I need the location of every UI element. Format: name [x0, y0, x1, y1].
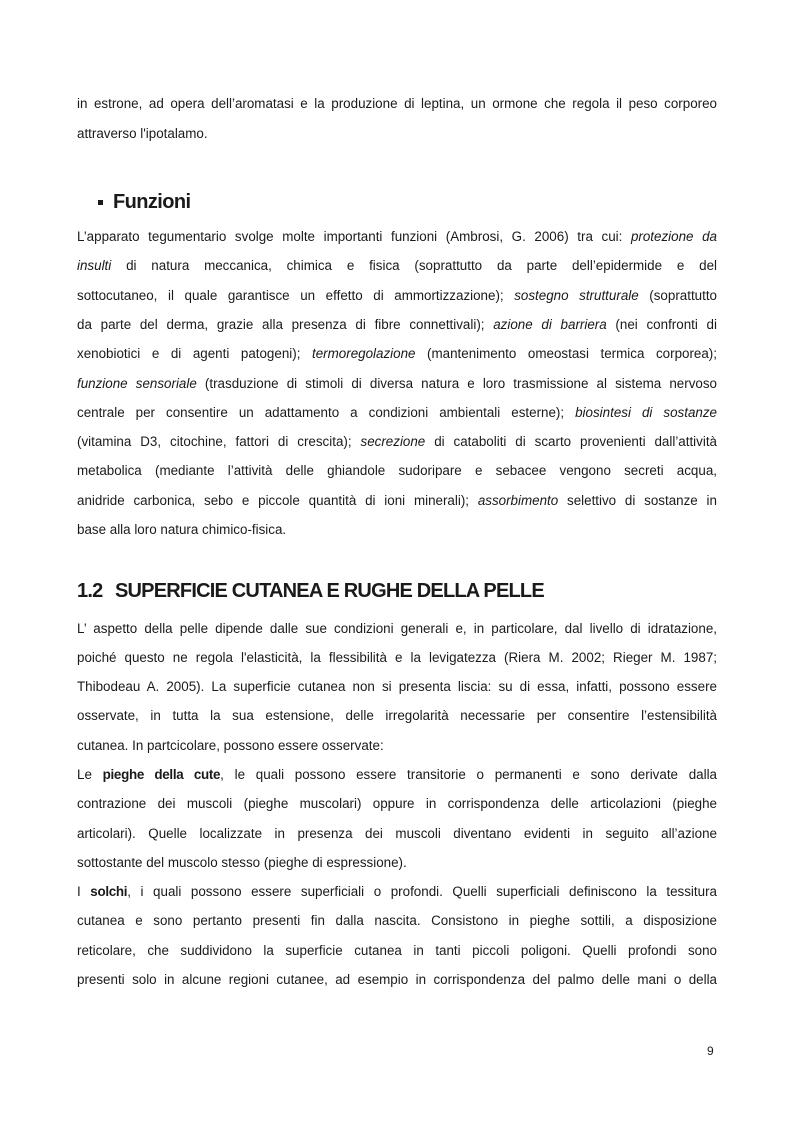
section-p2-line: contrazione dei muscoli (pieghe muscolari) oppure in corrispondenza delle articolazioni (pieghe [77, 796, 717, 811]
funzioni-line: insulti di natura meccanica, chimica e fisica (soprattutto da parte dell’epidermide e del [77, 258, 717, 273]
intro-line-2: attraverso l'ipotalamo. [77, 126, 208, 141]
section-number: 1.2 [77, 580, 103, 602]
intro-line-1: in estrone, ad opera dell’aromatasi e la produzione di leptina, un ormone che regola il peso corporeo [77, 96, 717, 111]
section-p1-line: L’ aspetto della pelle dipende dalle sue condizioni generali e, in particolare, dal livello di idratazione, [77, 621, 717, 636]
funzioni-line: xenobiotici e di agenti patogeni); termoregolazione (mantenimento omeostasi termica corporea); [77, 346, 717, 361]
funzioni-line: funzione sensoriale (trasduzione di stimoli di diversa natura e loro trasmissione al sistema nervoso [77, 376, 717, 391]
section-p1-line: poiché questo ne regola l'elasticità, la flessibilità e la levigatezza (Riera M. 2002; Rieger M. 1987; [77, 650, 717, 665]
section-title: SUPERFICIE CUTANEA E RUGHE DELLA PELLE [115, 580, 544, 602]
funzioni-line: sottocutaneo, il quale garantisce un effetto di ammortizzazione); sostegno strutturale (soprattutto [77, 288, 717, 303]
section-p2-line: articolari). Quelle localizzate in presenza dei muscoli diventano evidenti in seguito all’azione [77, 826, 717, 841]
term-pieghe-della-cute: pieghe della cute [102, 767, 221, 782]
section-p1-line: osservate, in tutta la sua estensione, delle irregolarità necessarie per consentire l’estensibilità [77, 708, 717, 723]
section-heading [77, 580, 544, 606]
funzioni-line: centrale per consentire un adattamento a condizioni ambientali esterne); biosintesi di sostanze [77, 405, 717, 420]
section-p3-line: presenti solo in alcune regioni cutanee, ad esempio in corrispondenza del palmo delle mani o della [77, 972, 717, 987]
section-p3-line: cutanea e sono pertanto presenti fin dalla nascita. Consistono in pieghe sottili, a disposizione [77, 913, 717, 928]
funzioni-heading [98, 191, 190, 213]
section-p3-line: reticolare, che suddividono la superficie cutanea in tanti piccoli poligoni. Quelli profondi sono [77, 943, 717, 958]
funzioni-heading-text: Funzioni [113, 190, 191, 213]
term-solchi: solchi [90, 884, 128, 899]
section-p2-line: sottostante del muscolo stesso (pieghe di espressione). [77, 855, 407, 870]
funzioni-line: base alla loro natura chimico-fisica. [77, 522, 287, 537]
funzioni-line: anidride carbonica, sebo e piccole quantità di ioni minerali); assorbimento selettivo di sostanze in [77, 493, 717, 508]
section-p3-line: I solchi, i quali possono essere superficiali o profondi. Quelli superficiali definiscono la tessitura [77, 884, 717, 899]
section-p1-line: Thibodeau A. 2005). La superficie cutanea non si presenta liscia: su di essa, infatti, possono essere [77, 679, 717, 694]
section-p2-line: Le pieghe della cute, le quali possono essere transitorie o permanenti e sono derivate dalla [77, 767, 717, 782]
funzioni-line: metabolica (mediante l’attività delle ghiandole sudoripare e sebacee vengono secreti acqua, [77, 463, 717, 478]
bullet-icon [98, 200, 103, 205]
page-number: 9 [707, 1044, 714, 1058]
section-p1-line: cutanea. In partcicolare, possono essere osservate: [77, 738, 384, 753]
funzioni-line: da parte del derma, grazie alla presenza di fibre connettivali); azione di barriera (nei confronti di [77, 317, 717, 332]
funzioni-line: (vitamina D3, citochine, fattori di crescita); secrezione di cataboliti di scarto provenienti dall’attività [77, 434, 717, 449]
funzioni-line: L’apparato tegumentario svolge molte importanti funzioni (Ambrosi, G. 2006) tra cui: protezione da [77, 229, 717, 244]
